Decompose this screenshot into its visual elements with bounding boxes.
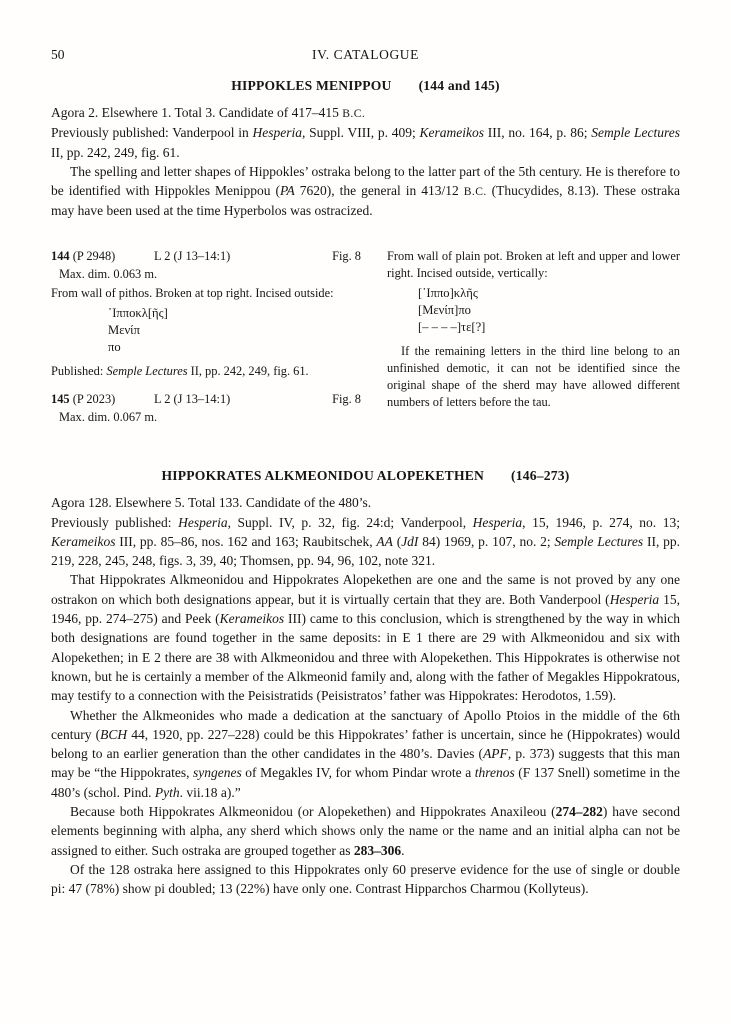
entry-range: (144 and 145) [418,78,500,93]
entry-id [51,248,154,265]
section-heading [51,78,680,94]
commentary-paragraph: The spelling and letter shapes of Hippokles’ ostraka belong to the latter part of the 5th century. He is therefore to be identified with Hippokles Menippou (PA 7620), the general in 413/12 B.C. (Thucydides, 8.13). These ostraka may have been used at the time Hyperbolos was ostracized. [51,163,680,219]
entry-number: 144 [51,248,70,263]
entry-144 [51,248,361,381]
section-hippokles-menippou [51,78,680,221]
commentary-paragraph: Because both Hippokrates Alkmeonidou (or Alopekethen) and Hippokrates Anaxileou (274–282) have second elements beginning with alpha, any sherd which shows only the name or the name and an initial alpha can not be assigned to either. Such ostraka are grouped together as 283–306. [51,804,681,858]
greek-inscription [418,285,680,337]
summary-line: Agora 128. Elsewhere 5. Total 133. Candidate of the 480’s. [51,495,372,511]
inventory-number: (P 2023) [72,392,116,407]
running-head [51,47,680,65]
inventory-number: (P 2948) [72,248,116,263]
entry-number: 145 [51,392,70,407]
candidate-name: HIPPOKRATES ALKMEONIDOU ALOPEKETHEN [161,468,485,484]
sherd-description: From wall of pithos. Broken at top right. Incised outside: [51,285,334,300]
candidate-name: HIPPOKLES MENIPPOU [231,78,392,93]
greek-line: [῾Ιππο]κλῆς [418,285,478,300]
published-reference: Published: Semple Lectures II, pp. 242, 249, fig. 61. [51,364,309,379]
entry-145 [51,391,361,426]
entry-range: (146–273) [511,468,570,484]
right-column [387,248,680,429]
deposit-location: L 2 (J 13–14:1) [154,392,231,407]
figure-reference: Fig. 8 [332,392,361,407]
section-hippokrates-alkmeonidou [51,468,680,898]
deposit-location: L 2 (J 13–14:1) [154,248,231,263]
running-title: IV. CATALOGUE [312,47,419,62]
dimensions: Max. dim. 0.067 m. [59,410,158,425]
greek-line: πο [108,340,121,355]
commentary-paragraph: Whether the Alkmeonides who made a dedication at the sanctuary of Apollo Ptoios in the middle of the 6th century (BCH 44, 1920, pp. 227–228) could be this Hippokrates’ father is uncertain, since he (Hippokrates) would belong to an earlier generation than the other candidates in the 480’s. Davies (APF, p. 373) suggests that this man may be “the Hippokrates, syngenes of Megakles IV, for whom Pindar wrote a threnos (F 137 Snell) sometime in the 480’s (schol. Pind. Pyth. vii.18 a).” [51,707,681,800]
sherd-description: From wall of plain pot. Broken at left and upper and lower right. Incised outside, vertically: [387,248,680,280]
commentary-paragraph: Of the 128 ostraka here assigned to this Hippokrates only 60 preserve evidence for the use of single or double pi: 47 (78%) show pi doubled; 13 (22%) have only one. Contrast Hipparchos Charmou (Kollyteus). [51,861,680,897]
greek-inscription [108,305,361,357]
previously-published-line: Previously published: Hesperia, Suppl. IV, p. 32, fig. 24:d; Vanderpool, Hesperia, 15, 1946, p. 274, no. 13; Kerameikos III, pp. 85–86, nos. 162 and 163; Raubitschek, AA (JdI 84) 1969, p. 107, no. 2; Semple Lectures II, pp. 219, 228, 245, 248, figs. 3, 39, 40; Thomsen, pp. 94, 96, 102, note 321. [51,514,680,569]
catalogue-entries [51,248,680,429]
left-column [51,248,361,429]
figure-reference: Fig. 8 [332,248,361,263]
greek-line: [– – – –]τε[?] [418,320,486,335]
entry-144-head [51,248,361,265]
entry-145-head [51,391,361,408]
page-number: 50 [51,47,65,62]
entry-note: If the remaining letters in the third line belong to an unfinished demotic, it can not be identified since the original shape of the sherd may have allowed different numbers of letters before the tau. [387,344,680,410]
previously-published-line: Previously published: Vanderpool in Hesperia, Suppl. VIII, p. 409; Kerameikos III, no. 164, p. 86; Semple Lectures II, pp. 242, 249, fig. 61. [51,125,680,160]
section-heading [51,468,680,484]
summary-line: Agora 2. Elsewhere 1. Total 3. Candidate of 417–415 B.C. [51,105,366,120]
entry-id [51,391,154,408]
greek-line: ῾Ιπποκλ[ῆς] [108,305,168,320]
greek-line: [Μενίπ]πο [418,302,471,317]
dimensions: Max. dim. 0.063 m. [59,266,158,281]
greek-line: Μενίπ [108,322,140,337]
commentary-paragraph: That Hippokrates Alkmeonidou and Hippokrates Alopekethen are one and the same is not proved by any one ostrakon on which both designations appear, but it is virtually certain that they are. Both Vanderpool (Hesperia 15, 1946, pp. 274–275) and Peek (Kerameikos III) came to this conclusion, which is strengthened by the way in which both designations are found together in the same deposits: in E 1 there are 29 with Alkmeonidou and six with Alopekethen; in E 2 there are 38 with Alkmeonidou and three with Alopekethen. This Hippokrates is otherwise not known, but he is certainly a member of the Alkmeonid family and, along with the father of Megakles Hippokratous, may testify to a connection with the Peisistratids (Peisistratos’ father was Hippokrates: Herodotos, 1.59). [51,572,681,704]
